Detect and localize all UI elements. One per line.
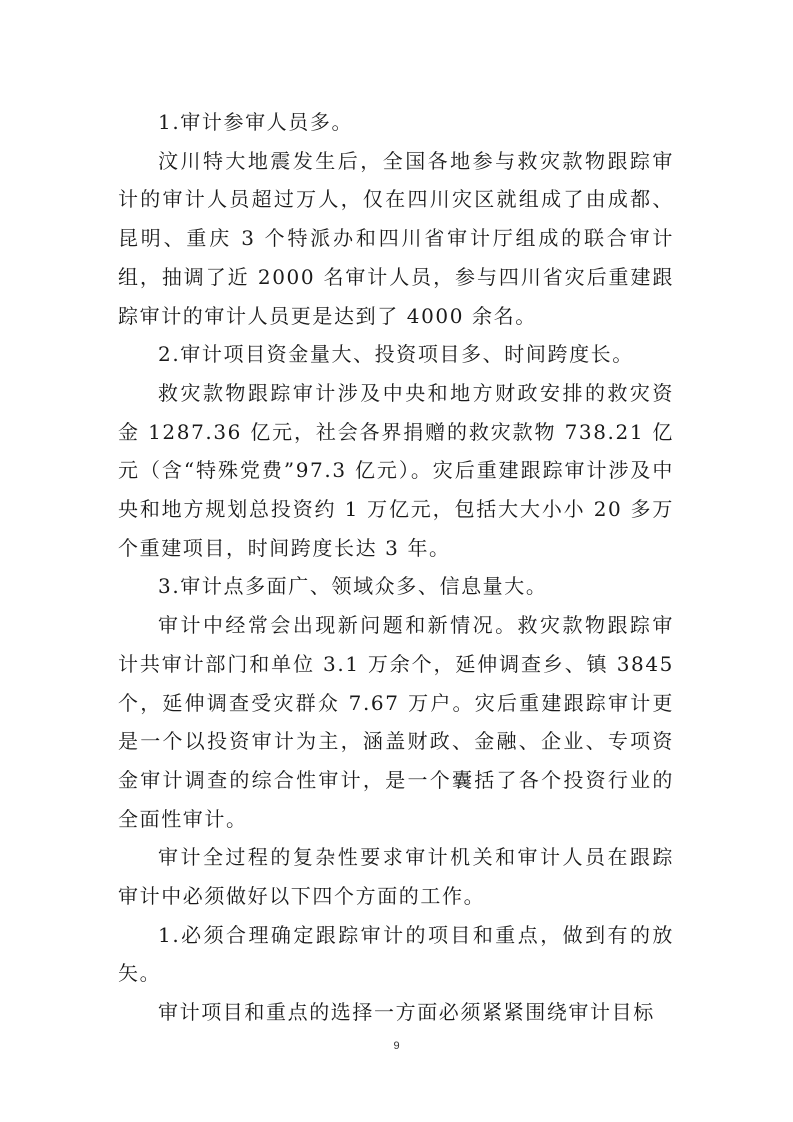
paragraph-project-selection: 审计项目和重点的选择一方面必须紧紧围绕审计目标 [158, 1000, 655, 1025]
body-text [118, 103, 674, 1032]
page-number: 9 [393, 1040, 400, 1052]
paragraph-four-aspects: 审计全过程的复杂性要求审计机关和审计人员在跟踪审计中必须做好以下四个方面的工作。 [118, 845, 674, 909]
paragraph-audit-scope: 审计中经常会出现新问题和新情况。救灾款物跟踪审计共审计部门和单位 3.1 万余个，延伸调查乡、镇 3845 个，延伸调查受灾群众 7.67 万户。灾后重建跟踪审计更是一个以投资审计为主，涵盖财政、金融、企业、专项资金审计调查的综合性审计，是一个囊括了各个投资行业的全面性审计。 [118, 613, 674, 831]
section-heading-audit-scope: 3.审计点多面广、领域众多、信息量大。 [158, 574, 548, 599]
section-heading-audit-staff: 1.审计参审人员多。 [158, 110, 354, 134]
paragraph-project-funds: 救灾款物跟踪审计涉及中央和地方财政安排的救灾资金 1287.36 亿元，社会各界捐赠的救灾款物 738.21 亿元（含“特殊党费”97.3 亿元）。灾后重建跟踪审计涉及中央和地方规划总投资约 1 万亿元，包括大大小小 20 多万个重建项目，时间跨度长达 3 年。 [118, 380, 674, 560]
section-heading-project-funds: 2.审计项目资金量大、投资项目多、时间跨度长。 [158, 342, 634, 367]
section-heading-determine-projects: 1.必须合理确定跟踪审计的项目和重点，做到有的放矢。 [118, 922, 674, 986]
paragraph-audit-staff: 汶川特大地震发生后，全国各地参与救灾款物跟踪审计的审计人员超过万人，仅在四川灾区就组成了由成都、昆明、重庆 3 个特派办和四川省审计厅组成的联合审计组，抽调了近 2000 名审计人员，参与四川省灾后重建跟踪审计的审计人员更是达到了 4000 余名。 [118, 148, 674, 328]
